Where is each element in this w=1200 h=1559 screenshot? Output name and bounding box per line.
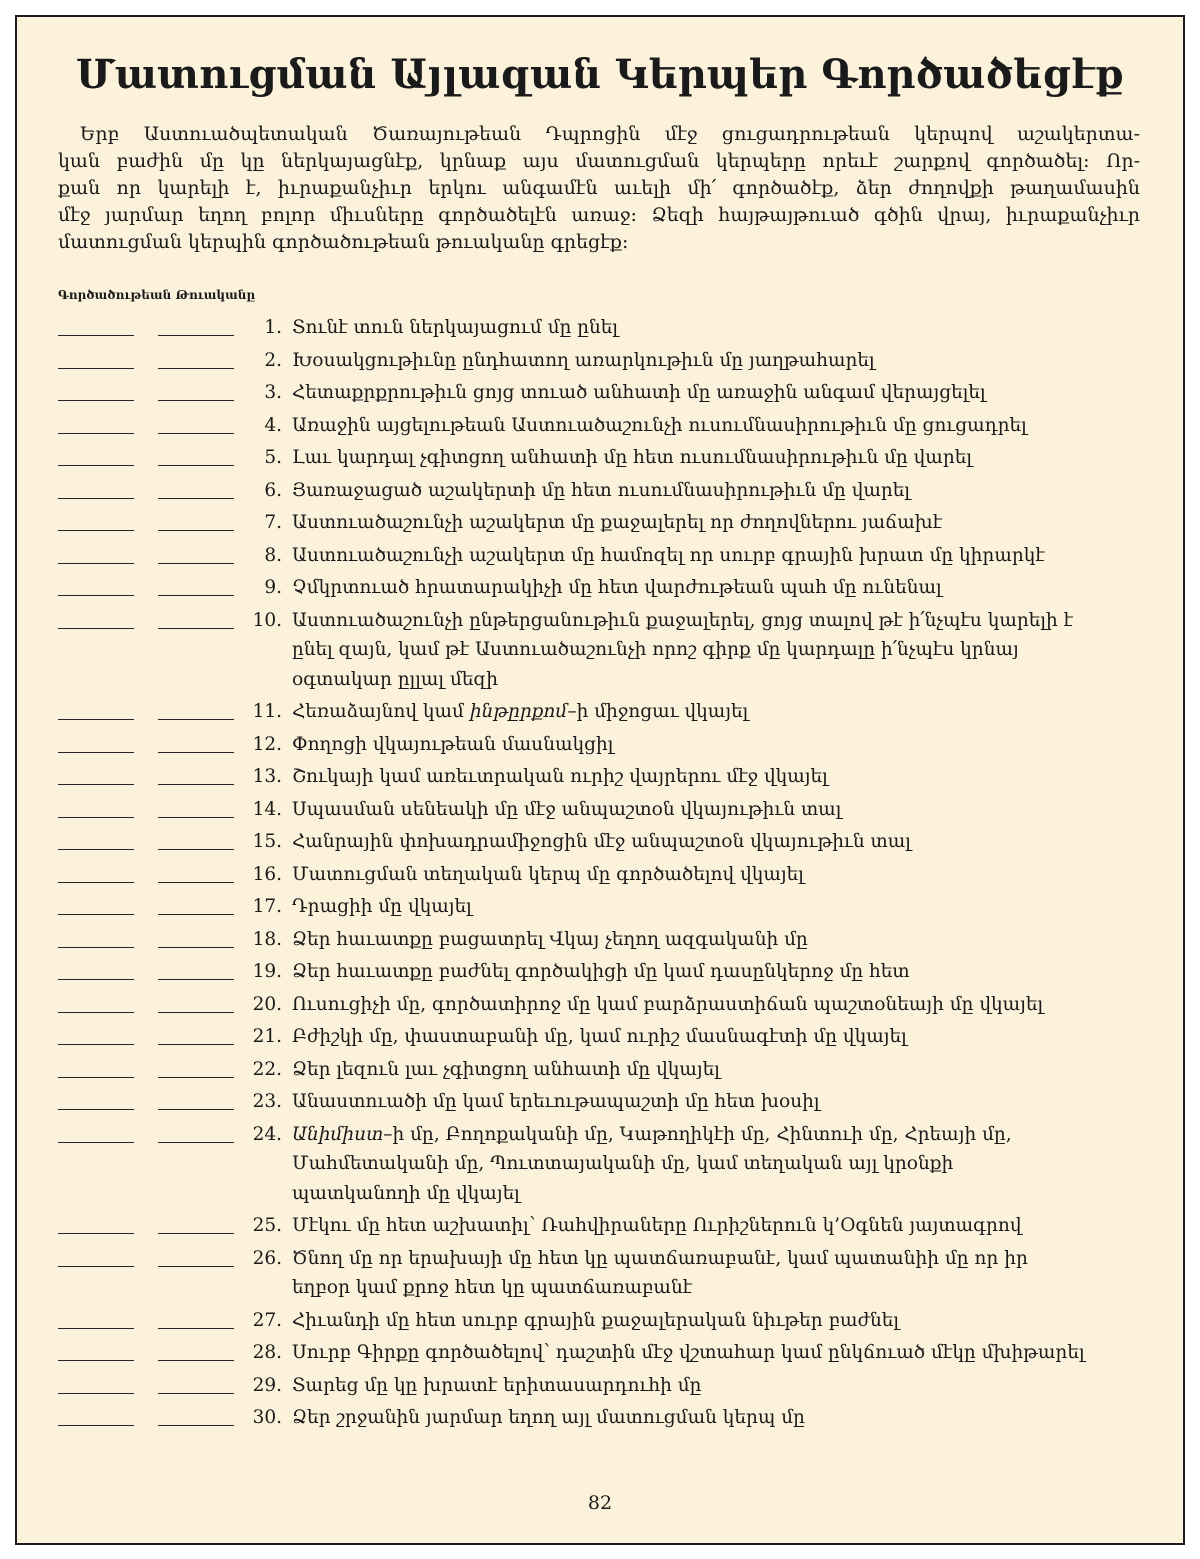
date-blank: [58, 1030, 134, 1045]
date-blank: [158, 1030, 234, 1045]
date-blank: [158, 900, 234, 915]
date-blank: [58, 386, 134, 401]
date-blank: [158, 835, 234, 850]
date-blank: [158, 516, 234, 531]
list-item: [0, 313, 1200, 343]
date-blank: [158, 549, 234, 564]
item-text: Հիւանդի մը հետ սուրբ գրային քաջալերական նիւթեր բաժնել: [292, 1309, 899, 1331]
date-blank: [158, 1411, 234, 1426]
item-number: 30.: [252, 1407, 282, 1428]
item-number: 1.: [264, 317, 282, 338]
intro-line: մէջ յարմար եղող բոլոր միւսները գործածելէն առաջ։ Ձեզի հայթայթուած գծին վրայ, իւրաքանչիւր: [58, 204, 1140, 226]
list-item: [0, 573, 1200, 603]
item-text: Խօսակցութիւնը ընդհատող առարկութիւն մը յաղթահարել: [292, 349, 875, 371]
list-item: [0, 957, 1200, 987]
item-number: 24.: [252, 1123, 282, 1145]
date-blank: [58, 1095, 134, 1110]
item-number: 15.: [252, 831, 282, 852]
date-blank: [58, 549, 134, 564]
item-text: Առաջին այցելութեան Աստուածաշունչի ուսումնասիրութիւն մը ցուցադրել: [292, 414, 1027, 436]
date-blank: [158, 581, 234, 596]
item-text: Չմկրտուած հրատարակիչի մը հետ վարժութեան պահ մը ունենալ: [292, 577, 942, 598]
item-text: Մահմետականի մը, Պուտտայականի մը, կամ տեղական այլ կրօնքի: [292, 1153, 954, 1174]
list-item: [0, 1371, 1200, 1401]
item-text: ընել զայն, կամ թէ Աստուածաշունչի որոշ գիրք մը կարդալը ի՛նչպէս կրնայ: [292, 639, 1019, 660]
item-text: Մատուցման տեղական կերպ մը գործածելով վկայել: [292, 863, 804, 885]
item-text-part: –ի մը, Բողոքականի մը, Կաթողիկէի մը, Հինտուի մը, Հրեայի մը,: [383, 1123, 1012, 1145]
item-number: 22.: [252, 1058, 282, 1080]
item-number: 16.: [252, 863, 282, 885]
item-text: Անաստուածի մը կամ երեւութապաշտի մը հետ խօսիլ: [292, 1091, 820, 1112]
date-blank: [58, 1219, 134, 1234]
list-item: [0, 697, 1200, 727]
item-text: Աստուածաշունչի աշակերտ մը համոզել որ սուրբ գրային խրատ մը կիրարկէ: [292, 544, 1045, 566]
presentation-list: [0, 313, 1200, 1436]
item-number: 9.: [264, 577, 282, 598]
item-text: Փողոցի վկայութեան մասնակցիլ: [292, 733, 614, 755]
intro-paragraph: [58, 121, 1140, 256]
date-blank: [158, 484, 234, 499]
date-blank: [158, 614, 234, 629]
item-text: Հանրային փոխադրամիջոցին մէջ անպաշտօն վկայութիւն տալ: [292, 831, 911, 852]
date-blank: [58, 900, 134, 915]
intro-line: քան որ կարելի է, իւրաքանչիւր երկու անգամէն աւելի մի՛ գործածէք, ձեր ժողովքի թաղամասին: [58, 177, 1140, 199]
item-text: Յառաջացած աշակերտի մը հետ ուսումնասիրութիւն մը վարել: [292, 479, 911, 501]
date-blank: [58, 516, 134, 531]
item-text: Ձեր լեզուն լաւ չգիտցող անհատի մը վկայել: [292, 1058, 720, 1080]
date-blank: [158, 386, 234, 401]
item-number: 10.: [252, 609, 282, 631]
list-item: [0, 508, 1200, 538]
item-text-italic: Անիմիստ: [292, 1123, 384, 1145]
date-blank: [58, 835, 134, 850]
date-blank: [58, 1314, 134, 1329]
item-number: 14.: [252, 798, 282, 820]
item-text: Լաւ կարդալ չգիտցող անհատի մը հետ ուսումնասիրութիւն մը վարել: [292, 447, 973, 468]
date-blank: [58, 581, 134, 596]
item-number: 18.: [252, 928, 282, 950]
item-number: 19.: [252, 961, 282, 982]
item-number: 17.: [252, 896, 282, 917]
date-blank: [158, 998, 234, 1013]
item-text: Շուկայի կամ առեւտրական ուրիշ վայրերու մէջ վկայել: [292, 766, 828, 787]
date-blank: [58, 1411, 134, 1426]
item-number: 28.: [252, 1342, 282, 1363]
date-blank: [158, 738, 234, 753]
date-blank: [58, 868, 134, 883]
date-blank: [158, 451, 234, 466]
list-item: [0, 762, 1200, 792]
date-column-label: Գործածութեան Թուականը: [58, 288, 256, 302]
date-blank: [58, 419, 134, 434]
item-number: 21.: [252, 1026, 282, 1047]
date-blank: [58, 614, 134, 629]
list-item: [0, 990, 1200, 1020]
list-item: [0, 1022, 1200, 1052]
date-blank: [58, 933, 134, 948]
date-blank: [58, 738, 134, 753]
date-blank: [158, 868, 234, 883]
item-text: [292, 697, 1200, 727]
list-item: [0, 1338, 1200, 1368]
date-blank: [158, 705, 234, 720]
item-text: Սուրբ Գիրքը գործածելով՝ դաշտին մէջ վշտահար կամ ընկճուած մէկը մխիթարել: [292, 1342, 1085, 1363]
date-blank: [58, 1252, 134, 1267]
date-blank: [158, 1095, 234, 1110]
list-item: [0, 1120, 1200, 1209]
date-blank: [58, 803, 134, 818]
item-number: 23.: [252, 1091, 282, 1112]
date-blank: [158, 770, 234, 785]
item-text: Ձեր հաւատքը բաժնել գործակիցի մը կամ դասընկերոջ մը հետ: [292, 961, 910, 982]
list-item: [0, 860, 1200, 890]
item-text: եղբօր կամ քրոջ հետ կը պատճառաբանէ: [292, 1277, 693, 1298]
date-blank: [58, 1379, 134, 1394]
item-number: 25.: [252, 1215, 282, 1236]
list-item: [0, 730, 1200, 760]
item-text: պատկանողի մը վկայել: [292, 1182, 520, 1204]
date-blank: [58, 354, 134, 369]
list-item: [0, 1087, 1200, 1117]
item-text: Աստուածաշունչի աշակերտ մը քաջալերել որ ժողովներու յաճախէ: [292, 512, 943, 533]
page-number: 82: [587, 1492, 613, 1514]
list-item: [0, 443, 1200, 473]
list-item: [0, 346, 1200, 376]
item-number: 26.: [252, 1247, 282, 1269]
item-number: 12.: [252, 733, 282, 755]
item-text: Տունէ տուն ներկայացում մը ընել: [292, 317, 619, 338]
date-blank: [58, 1128, 134, 1143]
item-number: 3.: [264, 382, 282, 403]
list-item: [0, 827, 1200, 857]
date-blank: [58, 1063, 134, 1078]
item-text: Աստուածաշունչի ընթերցանութիւն քաջալերել, ցոյց տալով թէ ի՛նչպէս կարելի է: [292, 609, 1074, 631]
list-item: [0, 1055, 1200, 1085]
date-blank: [58, 705, 134, 720]
list-item: [0, 1211, 1200, 1241]
date-blank: [158, 1219, 234, 1234]
item-text: Հետաքրքրութիւն ցոյց տուած անհատի մը առաջին անգամ վերայցելել: [292, 382, 986, 403]
item-number: 7.: [264, 512, 282, 533]
list-item: [0, 1403, 1200, 1433]
list-item: [0, 476, 1200, 506]
date-blank: [58, 965, 134, 980]
item-number: 8.: [264, 544, 282, 566]
date-blank: [158, 1063, 234, 1078]
date-blank: [158, 1128, 234, 1143]
item-text: Ուսուցիչի մը, գործատիրոջ մը կամ բարձրաստիճան պաշտօնեայի մը վկայել: [292, 993, 1044, 1015]
list-item: [0, 892, 1200, 922]
intro-line: կան բաժին մը կը ներկայացնէք, կրնաք այս մատուցման կերպերը որեւէ շարքով գործածել։ Որ-: [58, 150, 1140, 172]
date-blank: [58, 451, 134, 466]
date-blank: [158, 419, 234, 434]
date-blank: [158, 1379, 234, 1394]
item-text: Դրացիի մը վկայել: [292, 896, 472, 917]
item-number: 11.: [252, 701, 282, 722]
date-blank: [158, 965, 234, 980]
item-text-part: –ի միջոցաւ վկայել: [567, 701, 749, 722]
intro-line: Երբ Աստուածպետական Ծառայութեան Դպրոցին մէջ ցուցադրութեան կերպով աշակերտա-: [80, 123, 1140, 145]
list-item: [0, 606, 1200, 695]
date-blank: [158, 354, 234, 369]
item-number: 6.: [264, 479, 282, 501]
date-blank: [58, 770, 134, 785]
item-number: 5.: [264, 447, 282, 468]
list-item: [0, 378, 1200, 408]
item-number: 4.: [264, 414, 282, 436]
item-number: 20.: [252, 993, 282, 1015]
item-number: 2.: [264, 349, 282, 371]
item-text: օգտակար ըլլալ մեզի: [292, 668, 498, 690]
item-text: Տարեց մը կը խրատէ երիտասարդուհի մը: [292, 1374, 702, 1396]
item-number: 27.: [252, 1309, 282, 1331]
date-blank: [58, 484, 134, 499]
date-blank: [158, 1314, 234, 1329]
item-number: 13.: [252, 766, 282, 787]
list-item: [0, 411, 1200, 441]
item-text: Ձեր հաւատքը բացատրել Վկայ չեղող ազգականի մը: [292, 928, 808, 950]
intro-line: մատուցման կերպին գործածութեան թուականը գրեցէք։: [58, 231, 629, 253]
date-blank: [58, 998, 134, 1013]
date-blank: [158, 321, 234, 336]
date-blank: [158, 1346, 234, 1361]
item-text: Մէկու մը հետ աշխատիլ՝ Ռահվիրաները Ուրիշներուն կ’Օգնեն յայտագրով: [292, 1215, 1022, 1236]
date-blank: [58, 1346, 134, 1361]
list-item: [0, 1244, 1200, 1303]
list-item: [0, 1306, 1200, 1336]
item-text: Բժիշկի մը, փաստաբանի մը, կամ ուրիշ մասնագէտի մը վկայել: [292, 1026, 907, 1047]
list-item: [0, 541, 1200, 571]
item-text: [292, 1120, 1200, 1150]
item-text: Ծնող մը որ երախայի մը հետ կը պատճառաբանէ, կամ պատանիի մը որ իր: [292, 1247, 1028, 1269]
item-text-italic: ինթըրքոմ: [469, 701, 568, 722]
item-text-part: Հեռաձայնով կամ: [292, 701, 470, 722]
item-text: Ձեր շրջանին յարմար եղող այլ մատուցման կերպ մը: [292, 1407, 805, 1428]
list-item: [0, 795, 1200, 825]
date-blank: [158, 803, 234, 818]
page-title: Մատուցման Այլազան Կերպեր Գործածեցէք: [75, 51, 1125, 98]
item-number: 29.: [252, 1374, 282, 1396]
item-text: Սպասման սենեակի մը մէջ անպաշտօն վկայութիւն տալ: [292, 798, 842, 820]
list-item: [0, 925, 1200, 955]
date-blank: [58, 321, 134, 336]
date-blank: [158, 1252, 234, 1267]
date-blank: [158, 933, 234, 948]
